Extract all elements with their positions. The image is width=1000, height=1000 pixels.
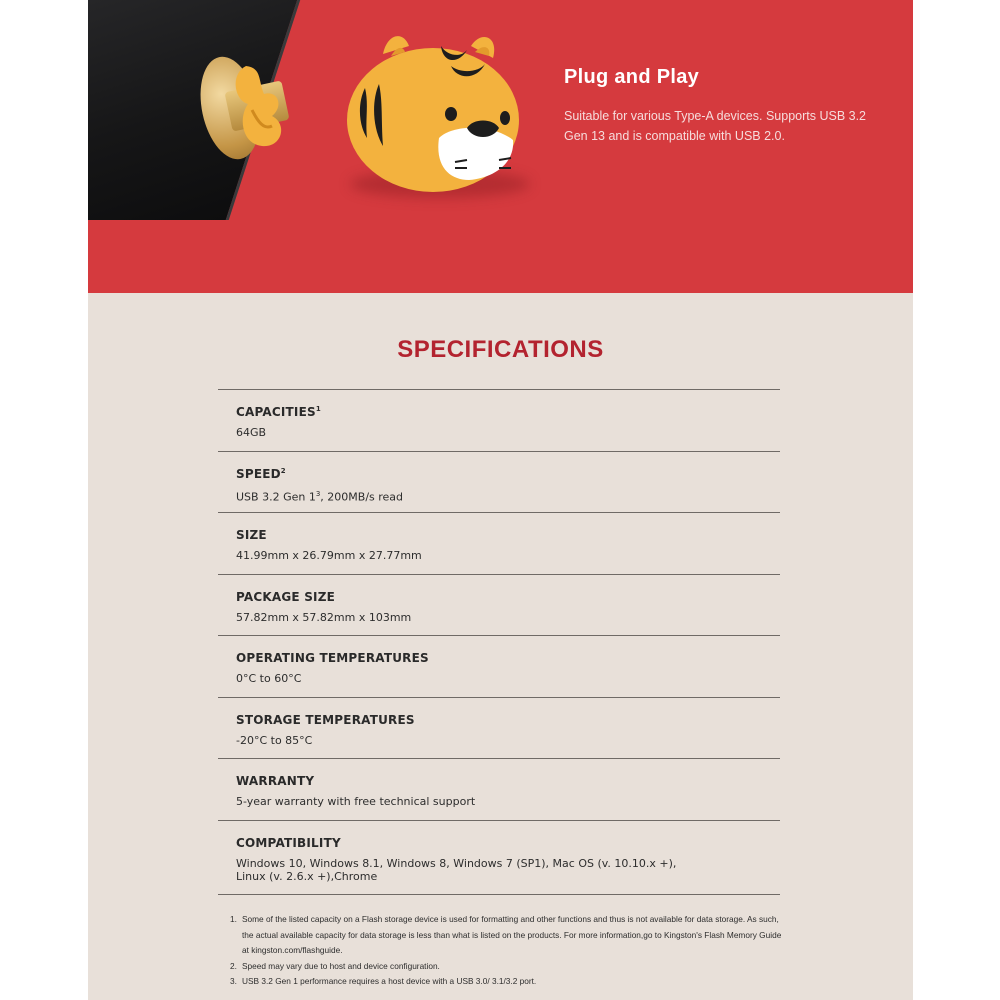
specifications-list: [218, 389, 780, 895]
footnote-item: 3. USB 3.2 Gen 1 performance requires a host device with a USB 3.0/ 3.1/3.2 port.: [230, 976, 537, 986]
specifications-title: SPECIFICATIONS: [397, 336, 604, 363]
spec-row-size: [218, 513, 780, 575]
spec-label: SIZE: [236, 528, 267, 542]
spec-value: USB 3.2 Gen $1^3$, 200MB/s read: [236, 489, 404, 504]
spec-row-operating-temperatures: [218, 636, 780, 698]
hero-description: Suitable for various Type-A devices. Supports USB 3.2 Gen 13 and is compatible with USB 2.0.: [564, 109, 867, 143]
spec-label: CAPACITIES$^1$: [236, 405, 321, 419]
footnote-item: 2. Speed may vary due to host and device configuration.: [230, 960, 440, 971]
spec-label: COMPATIBILITY: [236, 835, 341, 850]
spec-row-warranty: [218, 759, 780, 821]
tiger-usb-drive-image: [343, 28, 523, 194]
product-page: [88, 0, 913, 1000]
spec-value: 41.99mm x 26.79mm x 27.77mm: [236, 549, 422, 562]
spec-value: Windows 10, Windows 8.1, Windows 8, Windows 7 (SP1), Mac OS (v. 10.10.x +), Linux (v. 2.6.x +),Chrome: [236, 856, 677, 883]
hero-title: Plug and Play: [564, 66, 700, 88]
footnotes: [230, 912, 785, 990]
spec-label: PACKAGE SIZE: [236, 589, 336, 604]
hero-banner: [88, 0, 913, 293]
spec-row-package-size: [218, 575, 780, 637]
spec-value: 64GB: [236, 426, 267, 439]
spec-label: OPERATING TEMPERATURES: [236, 651, 429, 665]
spec-row-compatibility: [218, 821, 780, 895]
spec-value: 5-year warranty with free technical support: [236, 795, 476, 808]
spec-row-storage-temperatures: [218, 698, 780, 760]
spec-label: WARRANTY: [236, 774, 315, 788]
tiger-tail-image: [228, 60, 290, 152]
spec-value: 0°C to 60°C: [236, 672, 302, 685]
spec-row-capacities: [218, 390, 780, 452]
spec-value: -20°C to 85°C: [236, 733, 313, 747]
spec-row-speed: [218, 452, 780, 514]
spec-label: SPEED$^2$: [236, 466, 286, 481]
spec-value: 57.82mm x 57.82mm x 103mm: [236, 610, 412, 624]
spec-label: STORAGE TEMPERATURES: [236, 712, 415, 727]
footnote-item: 1. Some of the listed capacity on a Flash storage device is used for formatting and other functions and thus is not available for data storage. As such, the actual available capacity for data storage is less than what is listed on the products. For more information,go to Kingston's Flash Memory Guide at kingston.com/flashguide.: [230, 914, 782, 955]
